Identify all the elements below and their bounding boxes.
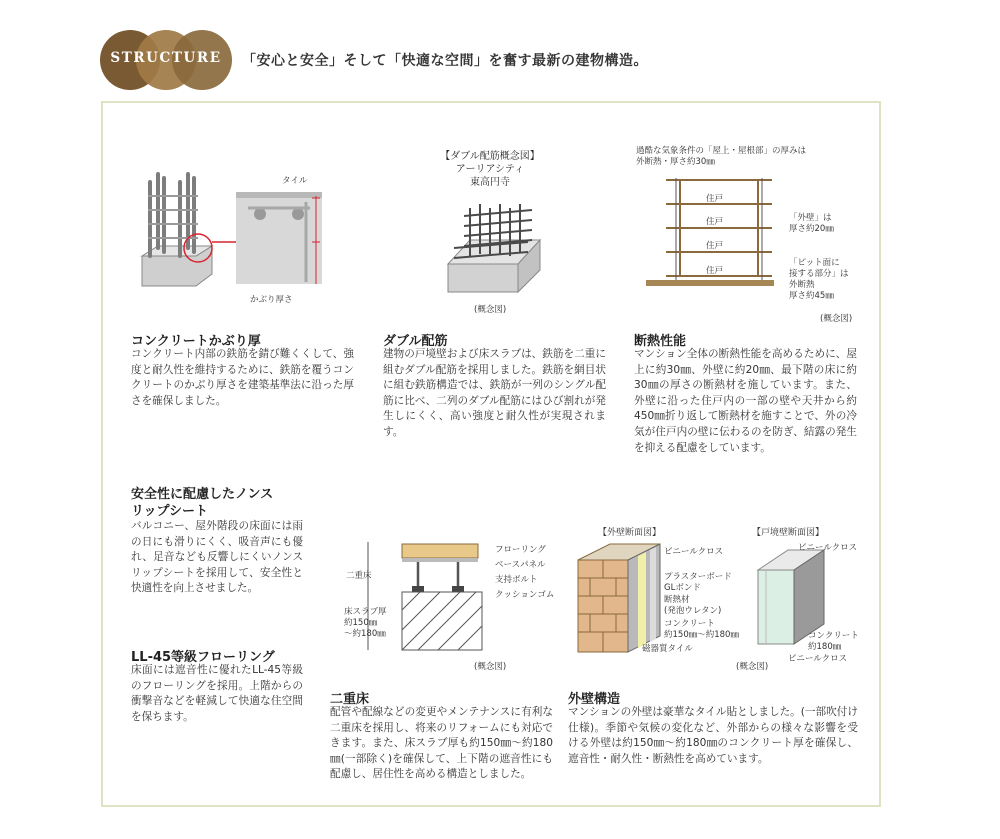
exterior-body: マンションの外壁は豪華なタイル貼としました。(一部吹付け仕様)。季節や気候の変化など、外部からの様々な影響を受ける外壁は約150㎜～約180㎜のコンクリート厚を確保し、遮音性・耐久性・断熱性を高めています。 xyxy=(568,706,858,765)
party-label-thickness: 約180㎜ xyxy=(808,642,842,652)
outer-label-tile: 磁器質タイル xyxy=(642,644,693,654)
double-diagram-sub1: アーリアシティ xyxy=(455,164,525,175)
exterior-title: 外壁構造 xyxy=(568,692,621,707)
outer-wall-title: 【外壁断面図】 xyxy=(598,528,662,538)
insulation-note-pit-line4: 厚さ約45㎜ xyxy=(789,291,834,301)
insulation-note-pit-line2: 接する部分」は xyxy=(789,269,849,279)
floor-label-flooring: フローリング xyxy=(495,545,546,555)
party-label-concrete: コンクリート xyxy=(808,631,859,641)
insulation-note-wall-line1: 「外壁」は xyxy=(789,213,832,223)
page-tagline: 「安心と安全」そして「快適な空間」を奮す最新の建物構造。 xyxy=(242,53,648,69)
double-diagram-heading xyxy=(420,150,560,189)
insulation-unit-3: 住戸 xyxy=(706,241,724,251)
floor-label-nijuyuka: 二重床 xyxy=(346,571,372,581)
cover-diagram xyxy=(128,172,328,304)
structure-logo xyxy=(100,30,260,90)
floor-label-slab-line3: ～約180㎜ xyxy=(344,629,386,639)
exterior-caption: (概念図) xyxy=(736,662,769,672)
insulation-unit-1: 住戸 xyxy=(706,194,724,204)
cover-label-tile: タイル xyxy=(282,176,308,186)
insulation-unit-2: 住戸 xyxy=(706,217,724,227)
insulation-note-top xyxy=(636,146,806,168)
outer-label-concrete: コンクリート xyxy=(664,619,715,629)
double-diagram-sub2: 東高円寺 xyxy=(470,177,510,188)
floor-label-cushion: クッションゴム xyxy=(495,590,555,600)
cover-label-thickness: かぶり厚さ xyxy=(250,295,293,305)
insulation-unit-4: 住戸 xyxy=(706,266,724,276)
nonslip-title: 安全性に配慮したノンスリップシート xyxy=(131,487,274,519)
double-body: 建物の戸境壁および床スラブは、鉄筋を二重に組むダブル配筋を採用しました。鉄筋を網目状に組む鉄筋構造では、鉄筋が一列のシングル配筋に比べ、二列のダブル配筋にはひび割れが発生しにくく、高い強度と耐久性が実現されます。 xyxy=(383,348,606,438)
double-rebar-diagram xyxy=(440,200,552,300)
outer-label-gl: GLボンド xyxy=(664,583,701,593)
insulation-title: 断熱性能 xyxy=(634,334,687,349)
insulation-body: マンション全体の断熱性能を高めるために、屋上に約30㎜、外壁に約20㎜、最下階の床に約30㎜の厚さの断熱材を施しています。また、外壁に沿った住戸内の一部の壁や天井から約450㎜折り返して断熱材を施すことで、外の冷気が住戸内の壁に伝わるのを防ぎ、結露の発生を抑える配慮をしています。 xyxy=(634,348,857,454)
nonslip-body: バルコニー、屋外階段の床面には雨の日にも滑りにくく、吸音声にも優れ、足音なども反響しにくいノンスリップシートを採用して、安全性と快適性を向上させました。 xyxy=(131,520,303,595)
ll45-body: 床面には遮音性に優れたLL-45等級のフローリングを採用。上階からの衝撃音などを軽減して快適な住空間を保ちます。 xyxy=(131,664,303,723)
insulation-note-pit-line1: 「ピット面に xyxy=(789,258,840,268)
outer-wall-diagram xyxy=(568,540,668,656)
outer-label-insulation: 断熱材 xyxy=(664,595,690,605)
insulation-note-top-line2: 外断熱・厚さ約30㎜ xyxy=(636,157,715,167)
insulation-note-pit xyxy=(789,258,849,302)
outer-label-plaster: プラスターボード xyxy=(664,572,732,582)
outer-label-urethane: (発泡ウレタン) xyxy=(664,606,722,616)
double-floor-body: 配管や配線などの変更やメンテナンスに有利な二重床を採用し、将来のリフォームにも対応できます。また、床スラブ厚も約150㎜～約180㎜(一部除く)を確保して、上下階の遮音性にも配慮し、居住性を高める構造としました。 xyxy=(330,706,553,781)
cover-title: コンクリートかぶり厚 xyxy=(131,334,261,349)
party-label-vinyl-bottom: ビニールクロス xyxy=(788,654,848,664)
floor-label-slab xyxy=(344,607,387,640)
floor-label-base: ベースパネル xyxy=(495,560,546,570)
floor-label-slab-line2: 約150㎜ xyxy=(344,618,378,628)
insulation-note-wall-line2: 厚さ約20㎜ xyxy=(789,224,834,234)
party-wall-title: 【戸境壁断面図】 xyxy=(752,528,825,538)
double-floor-title: 二重床 xyxy=(330,692,370,707)
floor-label-bolt: 支持ボルト xyxy=(495,575,538,585)
party-label-vinyl-top: ビニールクロス xyxy=(798,543,858,553)
cover-body: コンクリート内部の鉄筋を錆び難くくして、強度と耐久性を維持するために、鉄筋を覆うコンクリートのかぶり厚さを建築基準法に沿った厚さを確保しました。 xyxy=(131,348,354,407)
ll45-title: LL-45等級フローリング xyxy=(131,650,275,665)
outer-label-vinyl: ビニールクロス xyxy=(664,547,724,557)
double-title: ダブル配筋 xyxy=(383,334,448,349)
insulation-caption: (概念図) xyxy=(820,314,853,324)
floor-label-slab-line1: 床スラブ厚 xyxy=(344,607,387,617)
insulation-note-top-line1: 過酷な気象条件の「屋上・屋根部」の厚みは xyxy=(636,146,807,156)
insulation-diagram xyxy=(640,172,780,300)
insulation-note-pit-line3: 外断熱 xyxy=(789,280,815,290)
double-diagram-title: 【ダブル配筋概念図】 xyxy=(440,151,540,162)
logo-text: STRUCTURE xyxy=(110,50,222,66)
double-caption: (概念図) xyxy=(474,305,507,315)
insulation-note-wall xyxy=(789,213,834,235)
outer-label-thickness: 約150㎜～約180㎜ xyxy=(664,630,739,640)
double-floor-caption: (概念図) xyxy=(474,662,507,672)
